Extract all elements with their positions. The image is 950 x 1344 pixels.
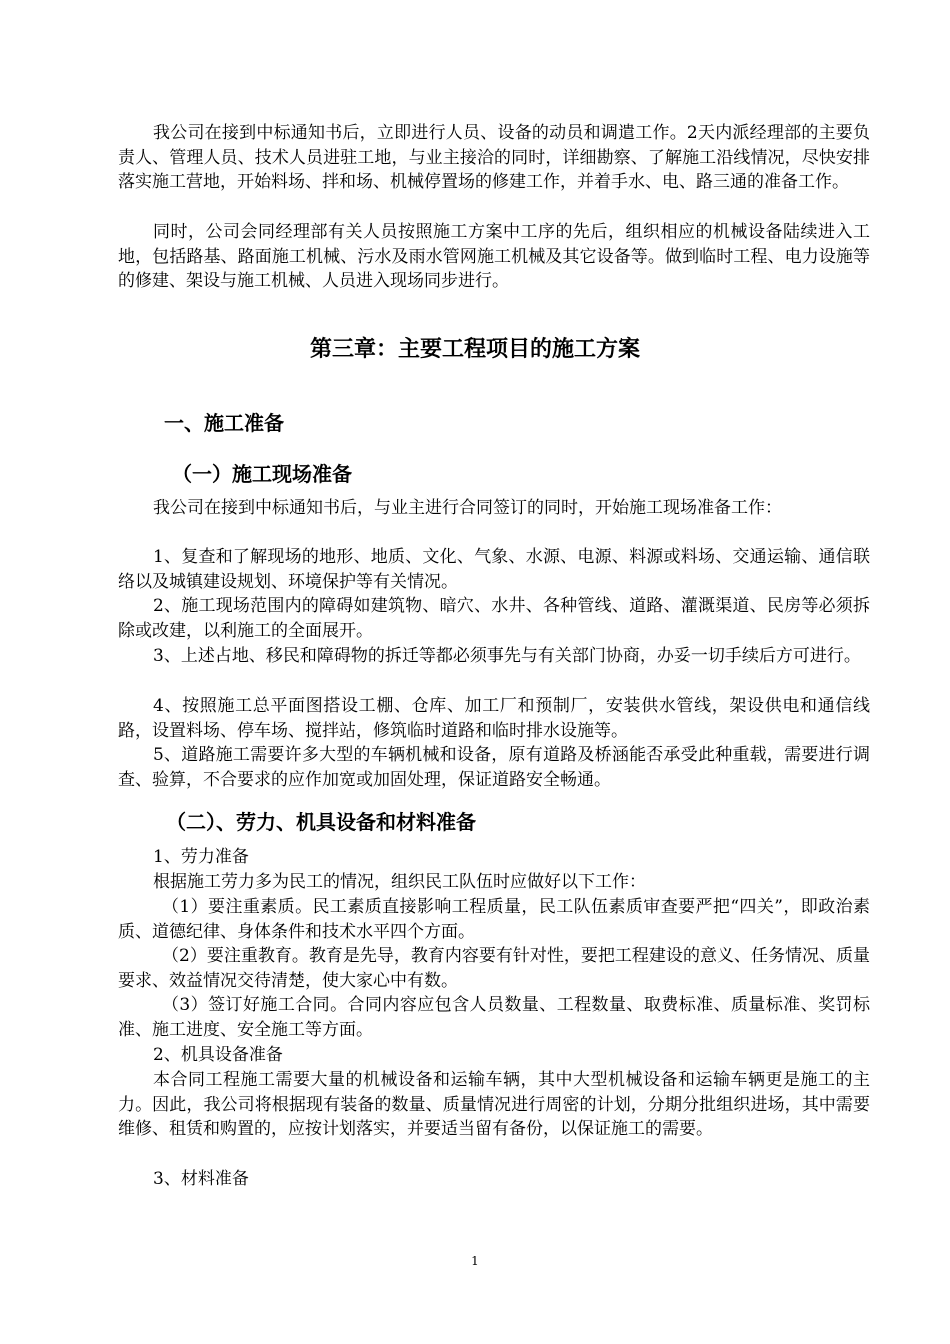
- chapter-title: 第三章：主要工程项目的施工方案: [309, 337, 640, 362]
- intro-paragraph-1: 我公司在接到中标通知书后，立即进行人员、设备的动员和调遣工作。2天内派经理部的主要负责人、管理人员、技术人员进驻工地，与业主接洽的同时，详细勘察、了解施工沿线情况，尽快安排落实施工营地，开始料场、拌和场、机械停置场的修建工作，并着手水、电、路三通的准备工作。: [118, 123, 870, 193]
- machine-paragraph: 本合同工程施工需要大量的机械设备和运输车辆，其中大型机械设备和运输车辆更是施工的主力。因此，我公司将根据现有装备的数量、质量情况进行周密的计划，分期分批组织进场，其中需要维修、租赁和购置的，应按计划落实，并要适当留有备份，以保证施工的需要。: [118, 1070, 870, 1140]
- machine-title: 2、机具设备准备: [153, 1045, 283, 1065]
- site-item-2: 2、施工现场范围内的障碍如建筑物、暗穴、水井、各种管线、道路、灌溉渠道、民房等必须拆除或改建，以利施工的全面展开。: [118, 596, 870, 641]
- site-item-1: 1、复查和了解现场的地形、地质、文化、气象、水源、电源、料源或料场、交通运输、通信联络以及城镇建设规划、环境保护等有关情况。: [118, 547, 870, 592]
- intro-paragraph-2: 同时，公司会同经理部有关人员按照施工方案中工序的先后，组织相应的机械设备陆续进入工地，包括路基、路面施工机械、污水及雨水管网施工机械及其它设备等。做到临时工程、电力设施等的修建、架设与施工机械、人员进入现场同步进行。: [118, 222, 870, 292]
- section-heading-preparation: 一、施工准备: [164, 411, 284, 435]
- labor-item-1: （1）要注重素质。民工素质直接影响工程质量，民工队伍素质审查要严把“四关”，即政治素质、道德纪律、身体条件和技术水平四个方面。: [118, 897, 870, 942]
- subsection-heading-site-preparation: （一）施工现场准备: [172, 462, 352, 486]
- labor-title: 1、劳力准备: [153, 847, 249, 867]
- site-item-3: 3、上述占地、移民和障碍物的拆迁等都必须事先与有关部门协商，办妥一切手续后方可进行。: [153, 646, 861, 666]
- page-number: 1: [471, 1254, 479, 1268]
- site-item-5: 5、道路施工需要许多大型的车辆机械和设备，原有道路及桥涵能否承受此种重载，需要进行调查、验算，不合要求的应作加宽或加固处理，保证道路安全畅通。: [118, 745, 870, 790]
- labor-item-2: （2）要注重教育。教育是先导，教育内容要有针对性，要把工程建设的意义、任务情况、质量要求、效益情况交待清楚，使大家心中有数。: [118, 946, 870, 991]
- site-item-4: 4、按照施工总平面图搭设工棚、仓库、加工厂和预制厂，安装供水管线，架设供电和通信线路，设置料场、停车场、搅拌站，修筑临时道路和临时排水设施等。: [118, 696, 870, 741]
- site-preparation-intro: 我公司在接到中标通知书后，与业主进行合同签订的同时，开始施工现场准备工作：: [153, 498, 782, 518]
- material-title: 3、材料准备: [153, 1169, 249, 1189]
- labor-intro: 根据施工劳力多为民工的情况，组织民工队伍时应做好以下工作：: [153, 872, 646, 892]
- subsection-heading-labor-equipment: （二）、劳力、机具设备和材料准备: [166, 810, 476, 834]
- labor-item-3: （3）签订好施工合同。合同内容应包含人员数量、工程数量、取费标准、质量标准、奖罚标准、施工进度、安全施工等方面。: [118, 995, 870, 1040]
